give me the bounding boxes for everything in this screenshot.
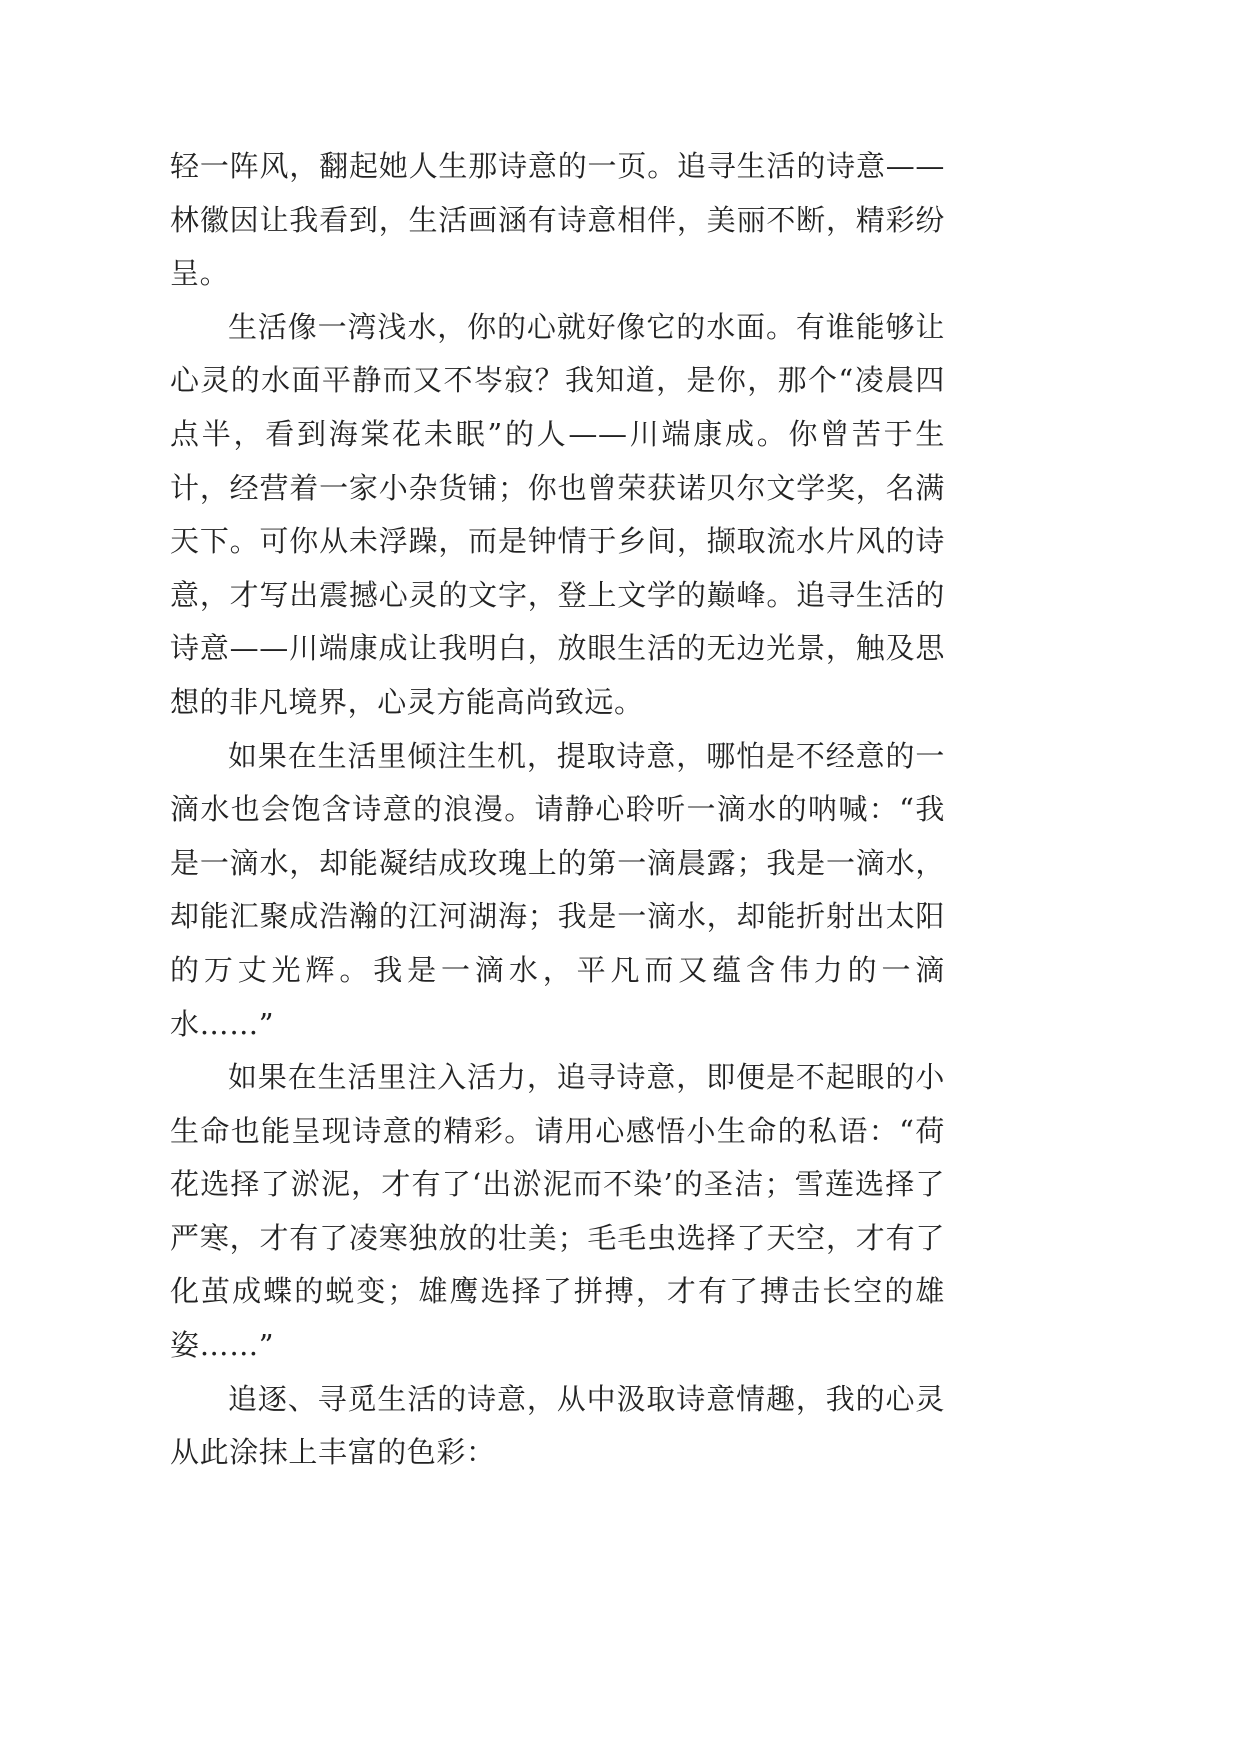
paragraph-water-drop: 如果在生活里倾注生机，提取诗意，哪怕是不经意的一滴水也会饱含诗意的浪漫。请静心聆听一滴水的呐喊：“我是一滴水，却能凝结成玫瑰上的第一滴晨露；我是一滴水，却能汇聚成浩瀚的江河湖海；我是一滴水，却能折射出太阳的万丈光辉。我是一滴水，平凡而又蕴含伟力的一滴水……”	[170, 738, 945, 1041]
paragraph-closing: 追逐、寻觅生活的诗意，从中汲取诗意情趣，我的心灵从此涂抹上丰富的色彩：	[170, 1381, 945, 1470]
paragraph-small-life: 如果在生活里注入活力，追寻诗意，即便是不起眼的小生命也能呈现诗意的精彩。请用心感悟小生命的私语：“荷花选择了淤泥，才有了‘出淤泥而不染’的圣洁；雪莲选择了严寒，才有了凌寒独放的壮美；毛毛虫选择了天空，才有了化茧成蝶的蜕变；雄鹰选择了拼搏，才有了搏击长空的雄姿……”	[170, 1060, 945, 1363]
document-body	[170, 140, 945, 1480]
paragraph-continuation: 轻一阵风，翻起她人生那诗意的一页。追寻生活的诗意——林徽因让我看到，生活画涵有诗意相伴，美丽不断，精彩纷呈。	[170, 149, 945, 291]
paragraph-kawabata: 生活像一湾浅水，你的心就好像它的水面。有谁能够让心灵的水面平静而又不岑寂？我知道，是你，那个“凌晨四点半，看到海棠花未眠”的人——川端康成。你曾苦于生计，经营着一家小杂货铺；你也曾荣获诺贝尔文学奖，名满天下。可你从未浮躁，而是钟情于乡间，撷取流水片风的诗意，才写出震撼心灵的文字，登上文学的巅峰。追寻生活的诗意——川端康成让我明白，放眼生活的无边光景，触及思想的非凡境界，心灵方能高尚致远。	[170, 309, 945, 719]
